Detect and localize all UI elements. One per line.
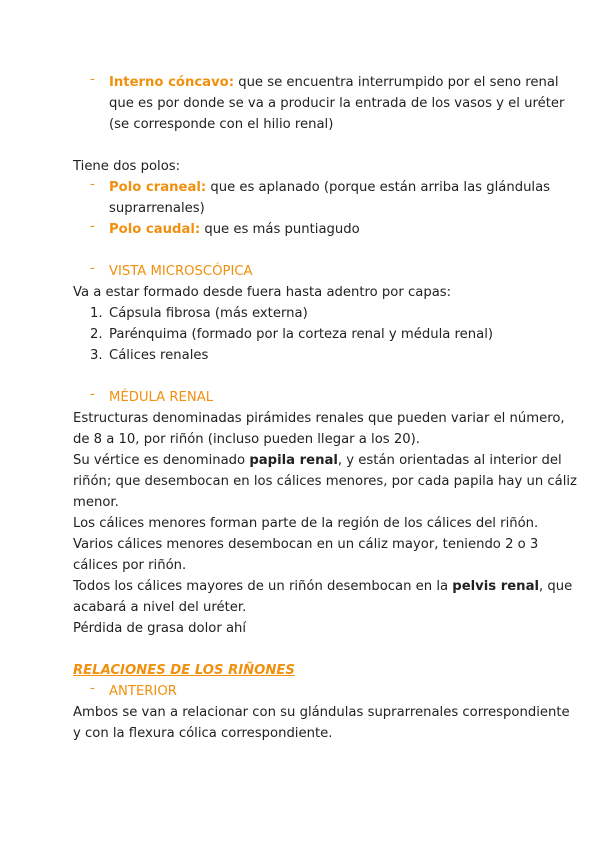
medula-paragraph: de 8 a 10, por riñón (incluso pueden llegar a los 20). [73, 432, 420, 447]
polos-intro: Tiene dos polos: [73, 159, 181, 174]
layer-number: 1. [90, 306, 103, 321]
bullet-dash: - [90, 72, 95, 87]
relaciones-paragraph: Ambos se van a relacionar con su glándulas suprarrenales correspondiente [73, 705, 570, 720]
text-run: , que [538, 579, 573, 594]
medula-paragraph [73, 450, 562, 471]
medula-paragraph: riñón; que desembocan en los cálices menores, por cada papila hay un cáliz [73, 474, 577, 489]
layer-number: 2. [90, 327, 103, 342]
bullet-dash: - [90, 177, 95, 192]
polo-craneal-cont: suprarrenales) [109, 201, 205, 216]
polo-caudal-line [109, 219, 360, 240]
text-run: Su vértice es denominado [73, 453, 250, 468]
text-run: Todos los cálices mayores de un riñón desembocan en la [73, 579, 453, 594]
layer-item: Cálices renales [109, 348, 209, 363]
bullet-dash: - [90, 387, 95, 402]
relaciones-title: RELACIONES DE LOS RIÑONES [73, 663, 295, 678]
polo-craneal-line [109, 177, 550, 198]
bullet-dash: - [90, 261, 95, 276]
medula-paragraph: Los cálices menores forman parte de la región de los cálices del riñón. [73, 516, 539, 531]
bullet-dash: - [90, 219, 95, 234]
papila-renal-term: papila renal [249, 453, 338, 468]
text-run: , y están orientadas al interior del [337, 453, 562, 468]
medula-paragraph: Estructuras denominadas pirámides renales que pueden variar el número, [73, 411, 565, 426]
relaciones-paragraph: y con la flexura cólica correspondiente. [73, 726, 333, 741]
interno-concavo-line-2: que es por donde se va a producir la entrada de los vasos y el uréter [109, 96, 565, 111]
bullet-dash: - [90, 681, 95, 696]
medula-renal-heading: MÉDULA RENAL [109, 390, 214, 405]
interno-concavo-text: que se encuentra interrumpido por el seno renal [234, 75, 559, 90]
medula-paragraph: Pérdida de grasa dolor ahí [73, 621, 247, 636]
medula-paragraph: Varios cálices menores desembocan en un cáliz mayor, teniendo 2 o 3 [73, 537, 539, 552]
vista-microscopica-heading: VISTA MICROSCÓPICA [109, 264, 253, 279]
medula-paragraph [73, 576, 572, 597]
polo-caudal-term: Polo caudal: [109, 222, 201, 237]
interno-concavo-term: Interno cóncavo: [109, 75, 234, 90]
medula-paragraph: cálices por riñón. [73, 558, 187, 573]
medula-paragraph: menor. [73, 495, 119, 510]
polo-craneal-term: Polo craneal: [109, 180, 207, 195]
interno-concavo-line-3: (se corresponde con el hilio renal) [109, 117, 334, 132]
polo-craneal-text: que es aplanado (porque están arriba las glándulas [206, 180, 551, 195]
anterior-heading: ANTERIOR [109, 684, 177, 699]
layer-item: Parénquima (formado por la corteza renal y médula renal) [109, 327, 494, 342]
medula-paragraph: acabará a nivel del uréter. [73, 600, 247, 615]
microscopica-intro: Va a estar formado desde fuera hasta adentro por capas: [73, 285, 452, 300]
layer-item: Cápsula fibrosa (más externa) [109, 306, 308, 321]
layer-number: 3. [90, 348, 103, 363]
polo-caudal-text: que es más puntiagudo [200, 222, 360, 237]
pelvis-renal-term: pelvis renal [452, 579, 539, 594]
interno-concavo-line [109, 72, 559, 93]
